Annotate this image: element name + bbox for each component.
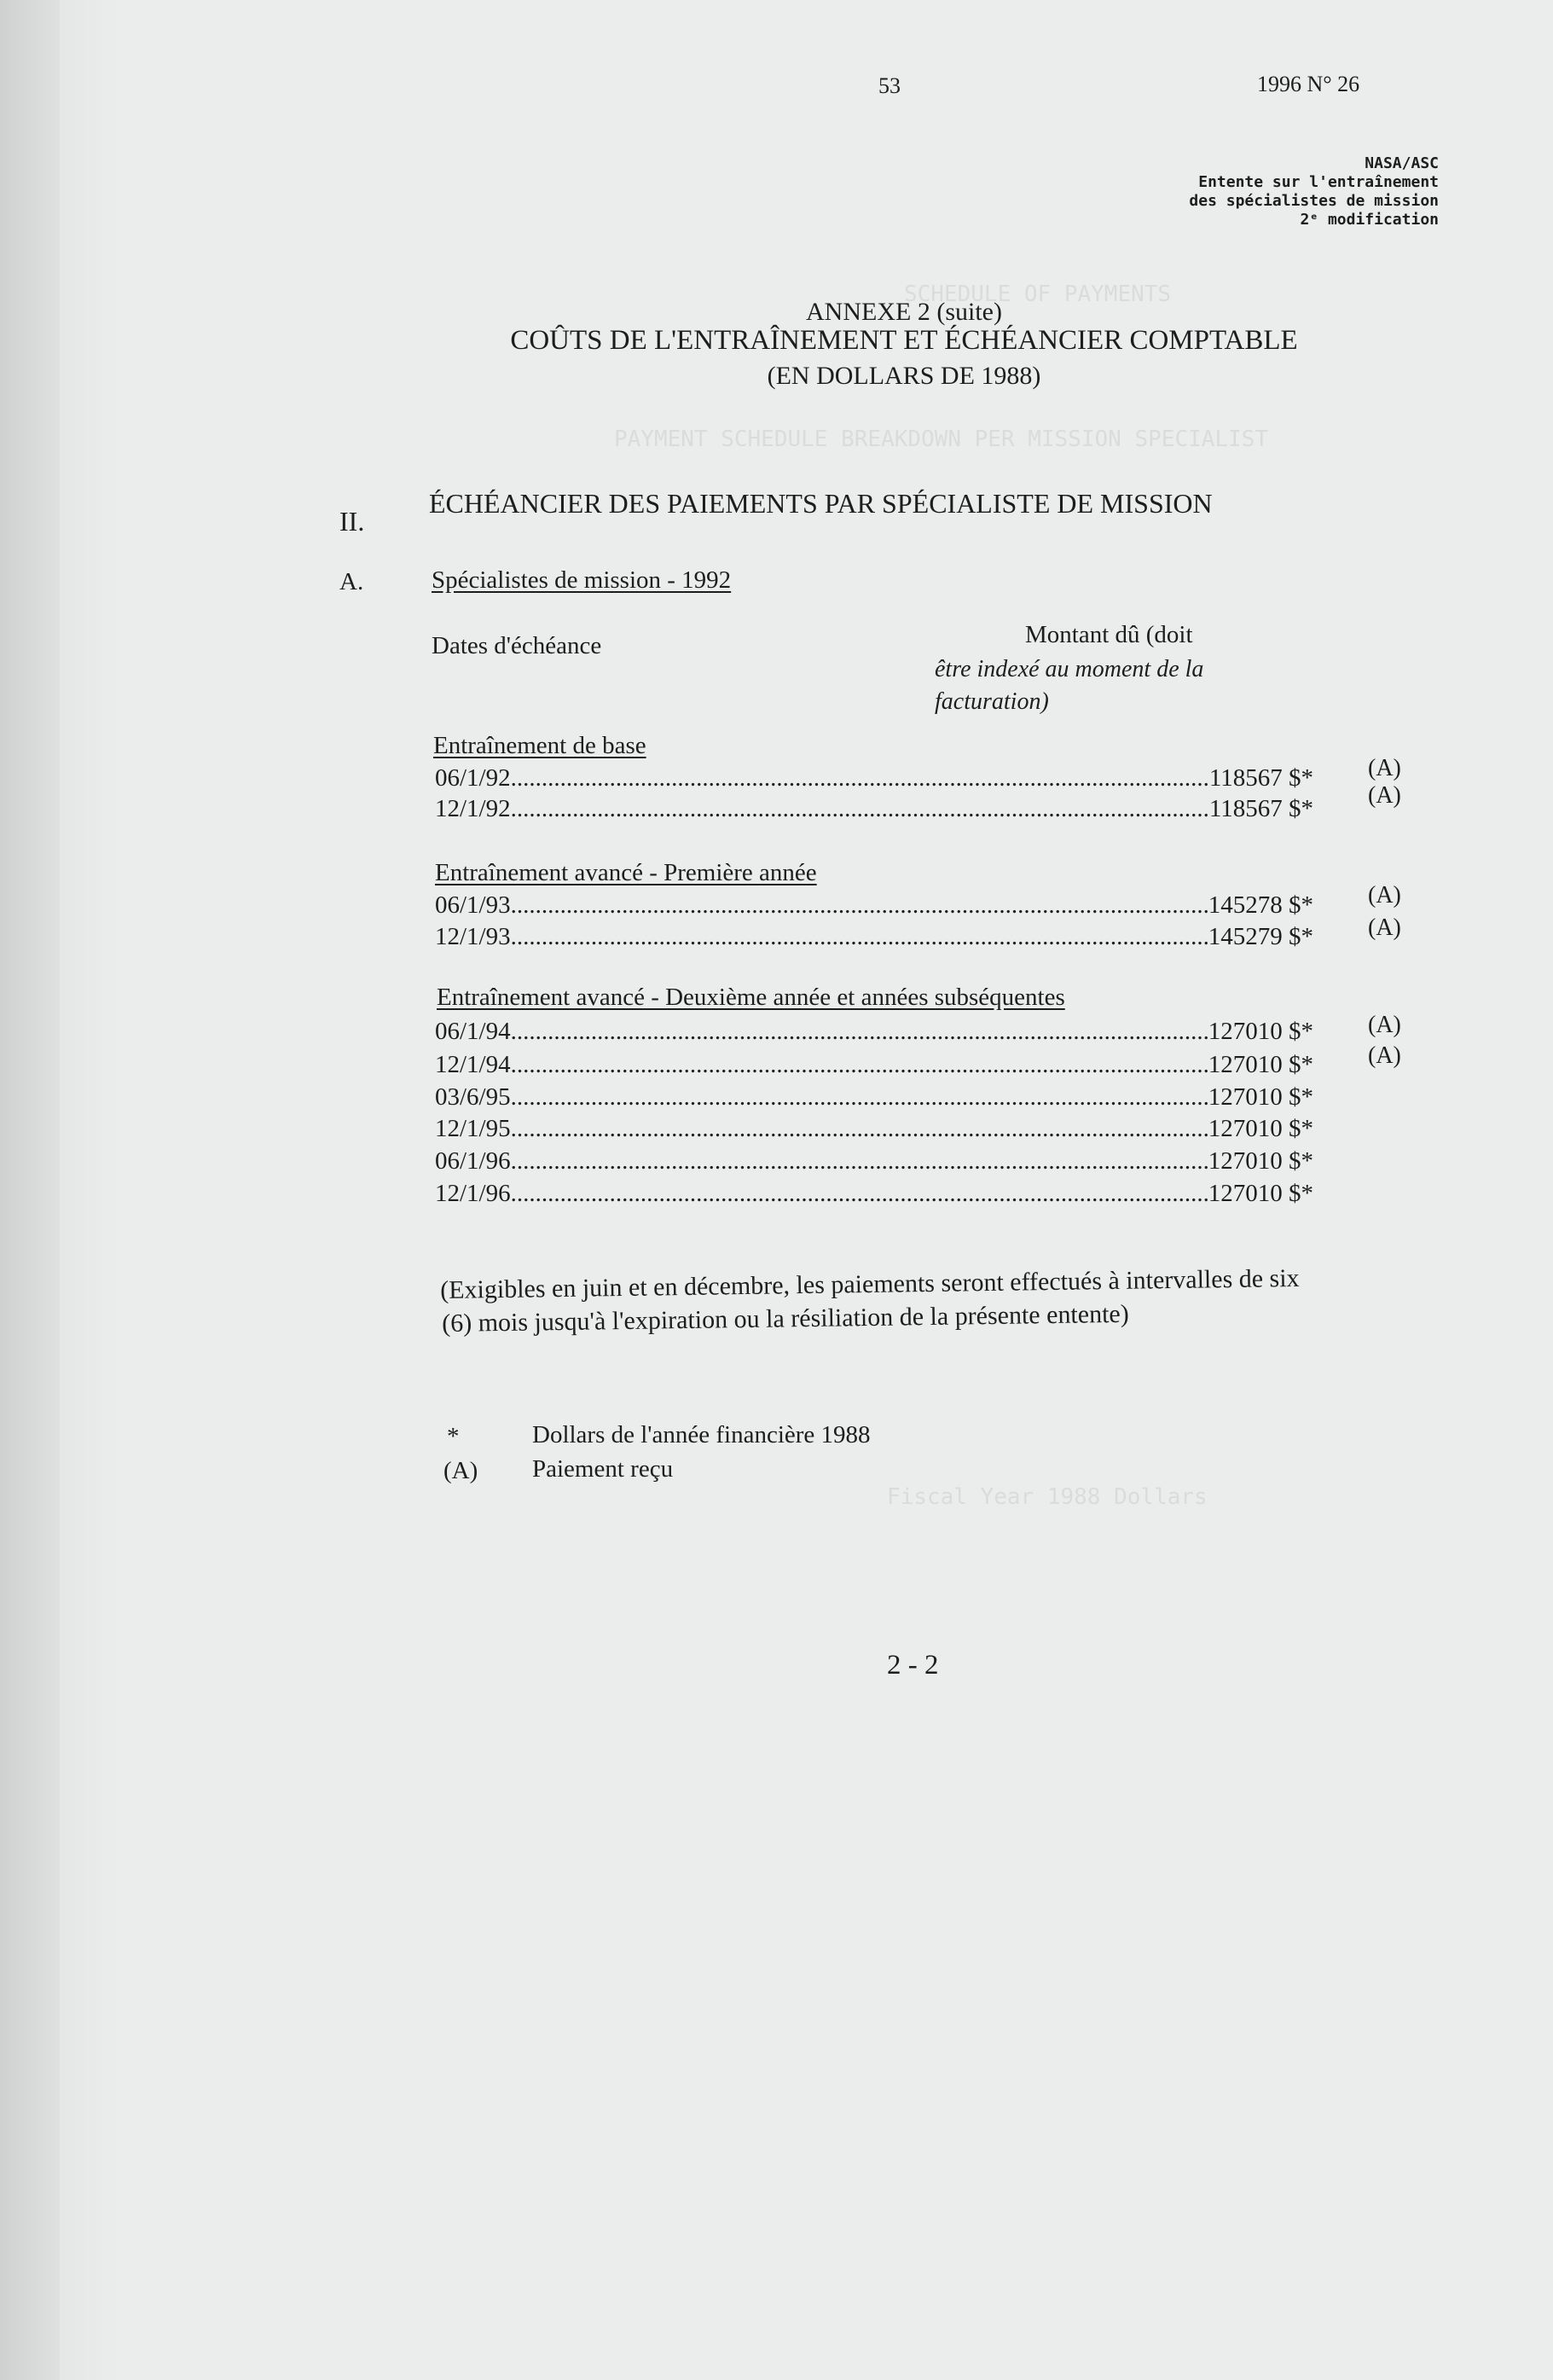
section-heading: ÉCHÉANCIER DES PAIEMENTS PAR SPÉCIALISTE DE MISSION — [429, 488, 1213, 519]
group-title: Entraînement avancé - Première année — [435, 859, 817, 886]
amount-due: 118567 $* — [1208, 764, 1313, 792]
amount-due: 127010 $* — [1208, 1051, 1313, 1078]
dates-column-header: Dates d'échéance — [432, 632, 602, 659]
payment-row — [435, 891, 1313, 920]
dot-leader — [511, 1115, 1208, 1143]
amount-due: 145278 $* — [1208, 891, 1313, 919]
due-date: 06/1/93 — [435, 891, 511, 919]
amount-note-line: être indexé au moment de la — [935, 656, 1204, 682]
legend-symbol: (A) — [443, 1457, 478, 1484]
due-date: 03/6/95 — [435, 1083, 511, 1111]
amount-due: 127010 $* — [1208, 1018, 1313, 1045]
amount-due: 145279 $* — [1208, 923, 1313, 950]
due-date: 12/1/93 — [435, 923, 511, 950]
annex-title: ANNEXE 2 (suite) — [806, 298, 1002, 326]
journal-number: 1996 N° 26 — [1257, 72, 1360, 96]
bleed-through-text: Fiscal Year 1988 Dollars — [887, 1484, 1208, 1510]
due-date: 06/1/94 — [435, 1018, 511, 1045]
due-date: 12/1/92 — [435, 795, 511, 822]
amount-due: 127010 $* — [1208, 1180, 1313, 1207]
stamp-line: NASA/ASC — [1365, 154, 1439, 172]
stamp-line: 2ᵉ modification — [1300, 211, 1439, 229]
legend-symbol: * — [447, 1423, 460, 1450]
subsection-letter: A. — [339, 568, 364, 595]
amount-due: 118567 $* — [1208, 795, 1313, 822]
dot-leader — [511, 764, 1209, 792]
dot-leader — [511, 891, 1208, 920]
payment-received-flag: (A) — [1368, 1012, 1401, 1038]
bleed-through-text: SCHEDULE OF PAYMENTS — [904, 282, 1172, 307]
payment-received-flag: (A) — [1368, 1042, 1401, 1069]
group-title: Entraînement avancé - Deuxième année et années subséquentes — [437, 984, 1065, 1011]
due-date: 12/1/94 — [435, 1051, 511, 1078]
payment-row — [435, 1115, 1313, 1143]
agreement-stamp — [1189, 154, 1439, 229]
stamp-line: Entente sur l'entraînement — [1198, 173, 1439, 191]
bleed-through-text: PAYMENT SCHEDULE BREAKDOWN PER MISSION SPECIALIST — [614, 427, 1269, 452]
dot-leader — [511, 795, 1209, 823]
amount-due: 127010 $* — [1208, 1083, 1313, 1111]
document-title: COÛTS DE L'ENTRAÎNEMENT ET ÉCHÉANCIER COMPTABLE — [510, 325, 1298, 356]
legend-text: Paiement reçu — [532, 1455, 674, 1483]
due-date: 06/1/96 — [435, 1147, 511, 1175]
dot-leader — [511, 1180, 1208, 1208]
stamp-line: des spécialistes de mission — [1189, 192, 1439, 210]
amount-column-header — [1025, 621, 1193, 649]
payment-note-line: (Exigibles en juin et en décembre, les paiements seront effectués à intervalles de six — [440, 1263, 1300, 1304]
payment-row — [435, 1147, 1313, 1175]
payment-received-flag: (A) — [1368, 782, 1401, 809]
page-gutter-shadow — [0, 0, 60, 2380]
page-reference: 2 - 2 — [887, 1650, 939, 1681]
payment-row — [435, 795, 1313, 823]
amount-label: Montant dû (doit — [1025, 621, 1193, 648]
dot-leader — [511, 1051, 1208, 1079]
document-subtitle: (EN DOLLARS DE 1988) — [767, 362, 1041, 390]
dot-leader — [511, 923, 1208, 951]
subsection-heading: Spécialistes de mission - 1992 — [432, 566, 732, 594]
payment-row — [435, 1180, 1313, 1208]
amount-due: 127010 $* — [1208, 1115, 1313, 1142]
legend-text: Dollars de l'année financière 1988 — [532, 1421, 871, 1448]
payment-row — [435, 764, 1313, 792]
section-number: II. — [339, 506, 365, 537]
payment-received-flag: (A) — [1368, 914, 1401, 941]
amount-due: 127010 $* — [1208, 1147, 1313, 1175]
payment-note-line: (6) mois jusqu'à l'expiration ou la résiliation de la présente entente) — [442, 1299, 1129, 1338]
due-date: 12/1/96 — [435, 1180, 511, 1207]
payment-received-flag: (A) — [1368, 755, 1401, 781]
payment-row — [435, 923, 1313, 951]
due-date: 06/1/92 — [435, 764, 511, 792]
dot-leader — [511, 1147, 1208, 1175]
payment-received-flag: (A) — [1368, 882, 1401, 908]
dot-leader — [511, 1083, 1208, 1112]
payment-row — [435, 1018, 1313, 1046]
page-number: 53 — [878, 73, 901, 98]
dot-leader — [511, 1018, 1208, 1046]
payment-row — [435, 1083, 1313, 1112]
payment-row — [435, 1051, 1313, 1079]
group-title: Entraînement de base — [433, 732, 646, 759]
amount-note-line: facturation) — [935, 688, 1049, 715]
due-date: 12/1/95 — [435, 1115, 511, 1142]
